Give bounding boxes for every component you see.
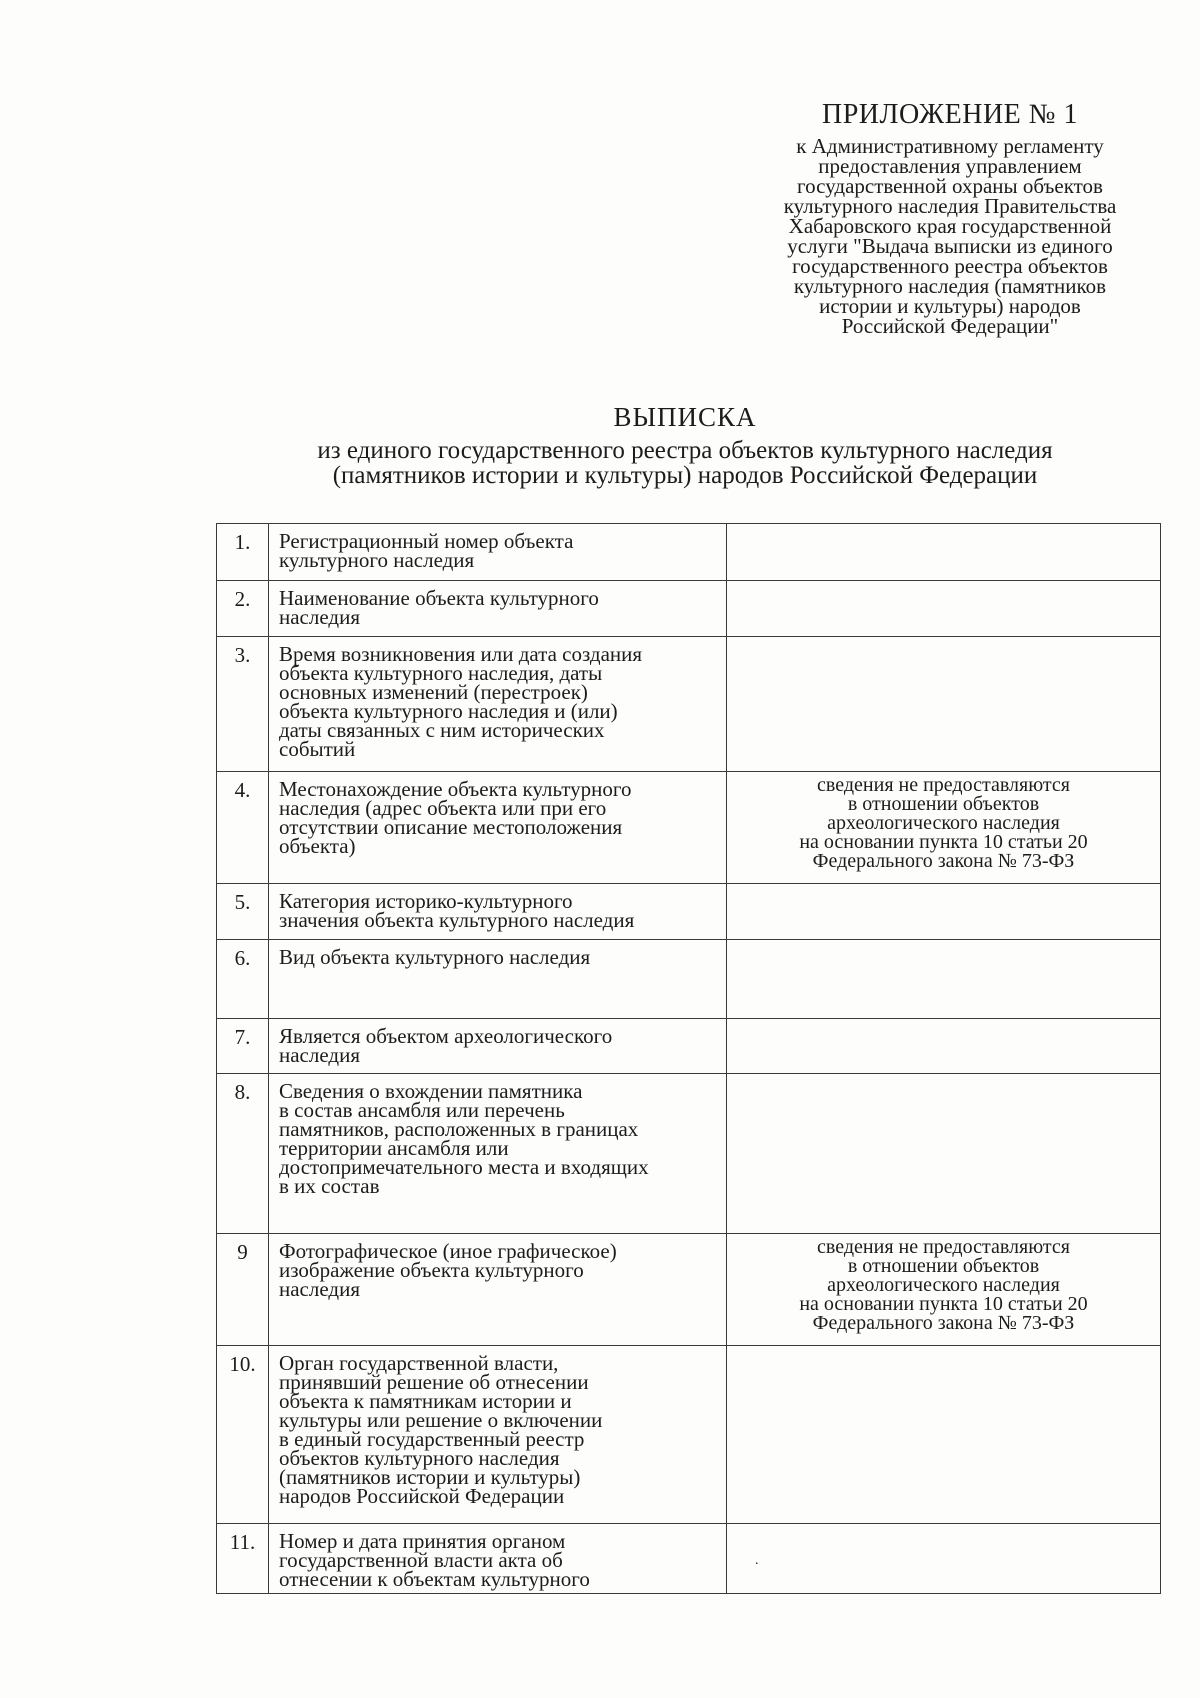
row-label: Наименование объекта культурного наследия [269, 581, 727, 637]
document-title: ВЫПИСКА [613, 402, 757, 432]
row-value [727, 1019, 1161, 1074]
row-label: Регистрационный номер объекта культурного наследия [269, 524, 727, 581]
row-number: 7. [217, 1019, 269, 1074]
table-row [217, 884, 1161, 940]
appendix-line: Российской Федерации" [841, 314, 1059, 338]
appendix-line: Хабаровского края государственной [788, 214, 1112, 238]
table-row [217, 1019, 1161, 1074]
row-value [727, 524, 1161, 581]
table-row [217, 1074, 1161, 1234]
row-value: сведения не предоставляются в отношении объектов археологического наследия на основании пункта 10 статьи 20 Федерального закона № 73-ФЗ [727, 1234, 1161, 1346]
row-value [727, 884, 1161, 940]
register-table [216, 523, 1161, 1594]
row-number: 9 [217, 1234, 269, 1346]
appendix-line: государственного реестра объектов [792, 254, 1108, 278]
table-row [217, 1346, 1161, 1524]
row-number: 8. [217, 1074, 269, 1234]
appendix-title: ПРИЛОЖЕНИЕ № 1 [822, 99, 1078, 130]
row-number: 5. [217, 884, 269, 940]
row-label: Время возникновения или дата создания объекта культурного наследия, даты основных изменений (перестроек) объекта культурного наследия и (или) даты связанных с ним исторических событий [269, 637, 727, 772]
table-row [217, 1234, 1161, 1346]
table-row [217, 772, 1161, 884]
row-number: 11. [217, 1524, 269, 1594]
row-label: Сведения о вхождении памятника в состав ансамбля или перечень памятников, расположенных в границах территории ансамбля или достопримечательного места и входящих в их состав [269, 1074, 727, 1234]
row-value [727, 1074, 1161, 1234]
row-value: . [727, 1524, 1161, 1594]
appendix-line: культурного наследия (памятников [793, 274, 1107, 298]
row-label: Категория историко-культурного значения объекта культурного наследия [269, 884, 727, 940]
row-number: 10. [217, 1346, 269, 1524]
subtitle-line: из единого государственного реестра объектов культурного наследия [317, 437, 1053, 464]
appendix-line: культурного наследия Правительства [783, 194, 1117, 218]
row-number: 4. [217, 772, 269, 884]
row-label: Местонахождение объекта культурного наследия (адрес объекта или при его отсутствии описание местоположения объекта) [269, 772, 727, 884]
row-number: 6. [217, 940, 269, 1019]
appendix-line: государственной охраны объектов [797, 174, 1103, 198]
subtitle-line: (памятников истории и культуры) народов Российской Федерации [332, 462, 1038, 489]
row-value [727, 1346, 1161, 1524]
row-number: 2. [217, 581, 269, 637]
row-label: Фотографическое (иное графическое) изображение объекта культурного наследия [269, 1234, 727, 1346]
appendix-line: услуги "Выдача выписки из единого [787, 234, 1113, 258]
row-label: Вид объекта культурного наследия [269, 940, 727, 1019]
appendix-line: к Административному регламенту [796, 134, 1104, 158]
row-value [727, 637, 1161, 772]
row-number: 3. [217, 637, 269, 772]
appendix-line: истории и культуры) народов [819, 294, 1081, 318]
table-row [217, 637, 1161, 772]
row-value [727, 940, 1161, 1019]
row-number: 1. [217, 524, 269, 581]
document-subtitle [200, 438, 1170, 488]
row-value [727, 581, 1161, 637]
table-row [217, 581, 1161, 637]
row-label: Номер и дата принятия органом государственной власти акта об отнесении к объектам культурного [269, 1524, 727, 1594]
table-row [217, 1524, 1161, 1594]
table-row [217, 940, 1161, 1019]
appendix-line: предоставления управлением [818, 154, 1082, 178]
row-label: Является объектом археологического наследия [269, 1019, 727, 1074]
table-row [217, 524, 1161, 581]
row-value: сведения не предоставляются в отношении объектов археологического наследия на основании пункта 10 статьи 20 Федерального закона № 73-ФЗ [727, 772, 1161, 884]
appendix-header [740, 98, 1160, 336]
row-label: Орган государственной власти, принявший решение об отнесении объекта к памятникам истории и культуры или решение о включении в единый государственный реестр объектов культурного наследия (памятников истории и культуры) народов Российской Федерации [269, 1346, 727, 1524]
